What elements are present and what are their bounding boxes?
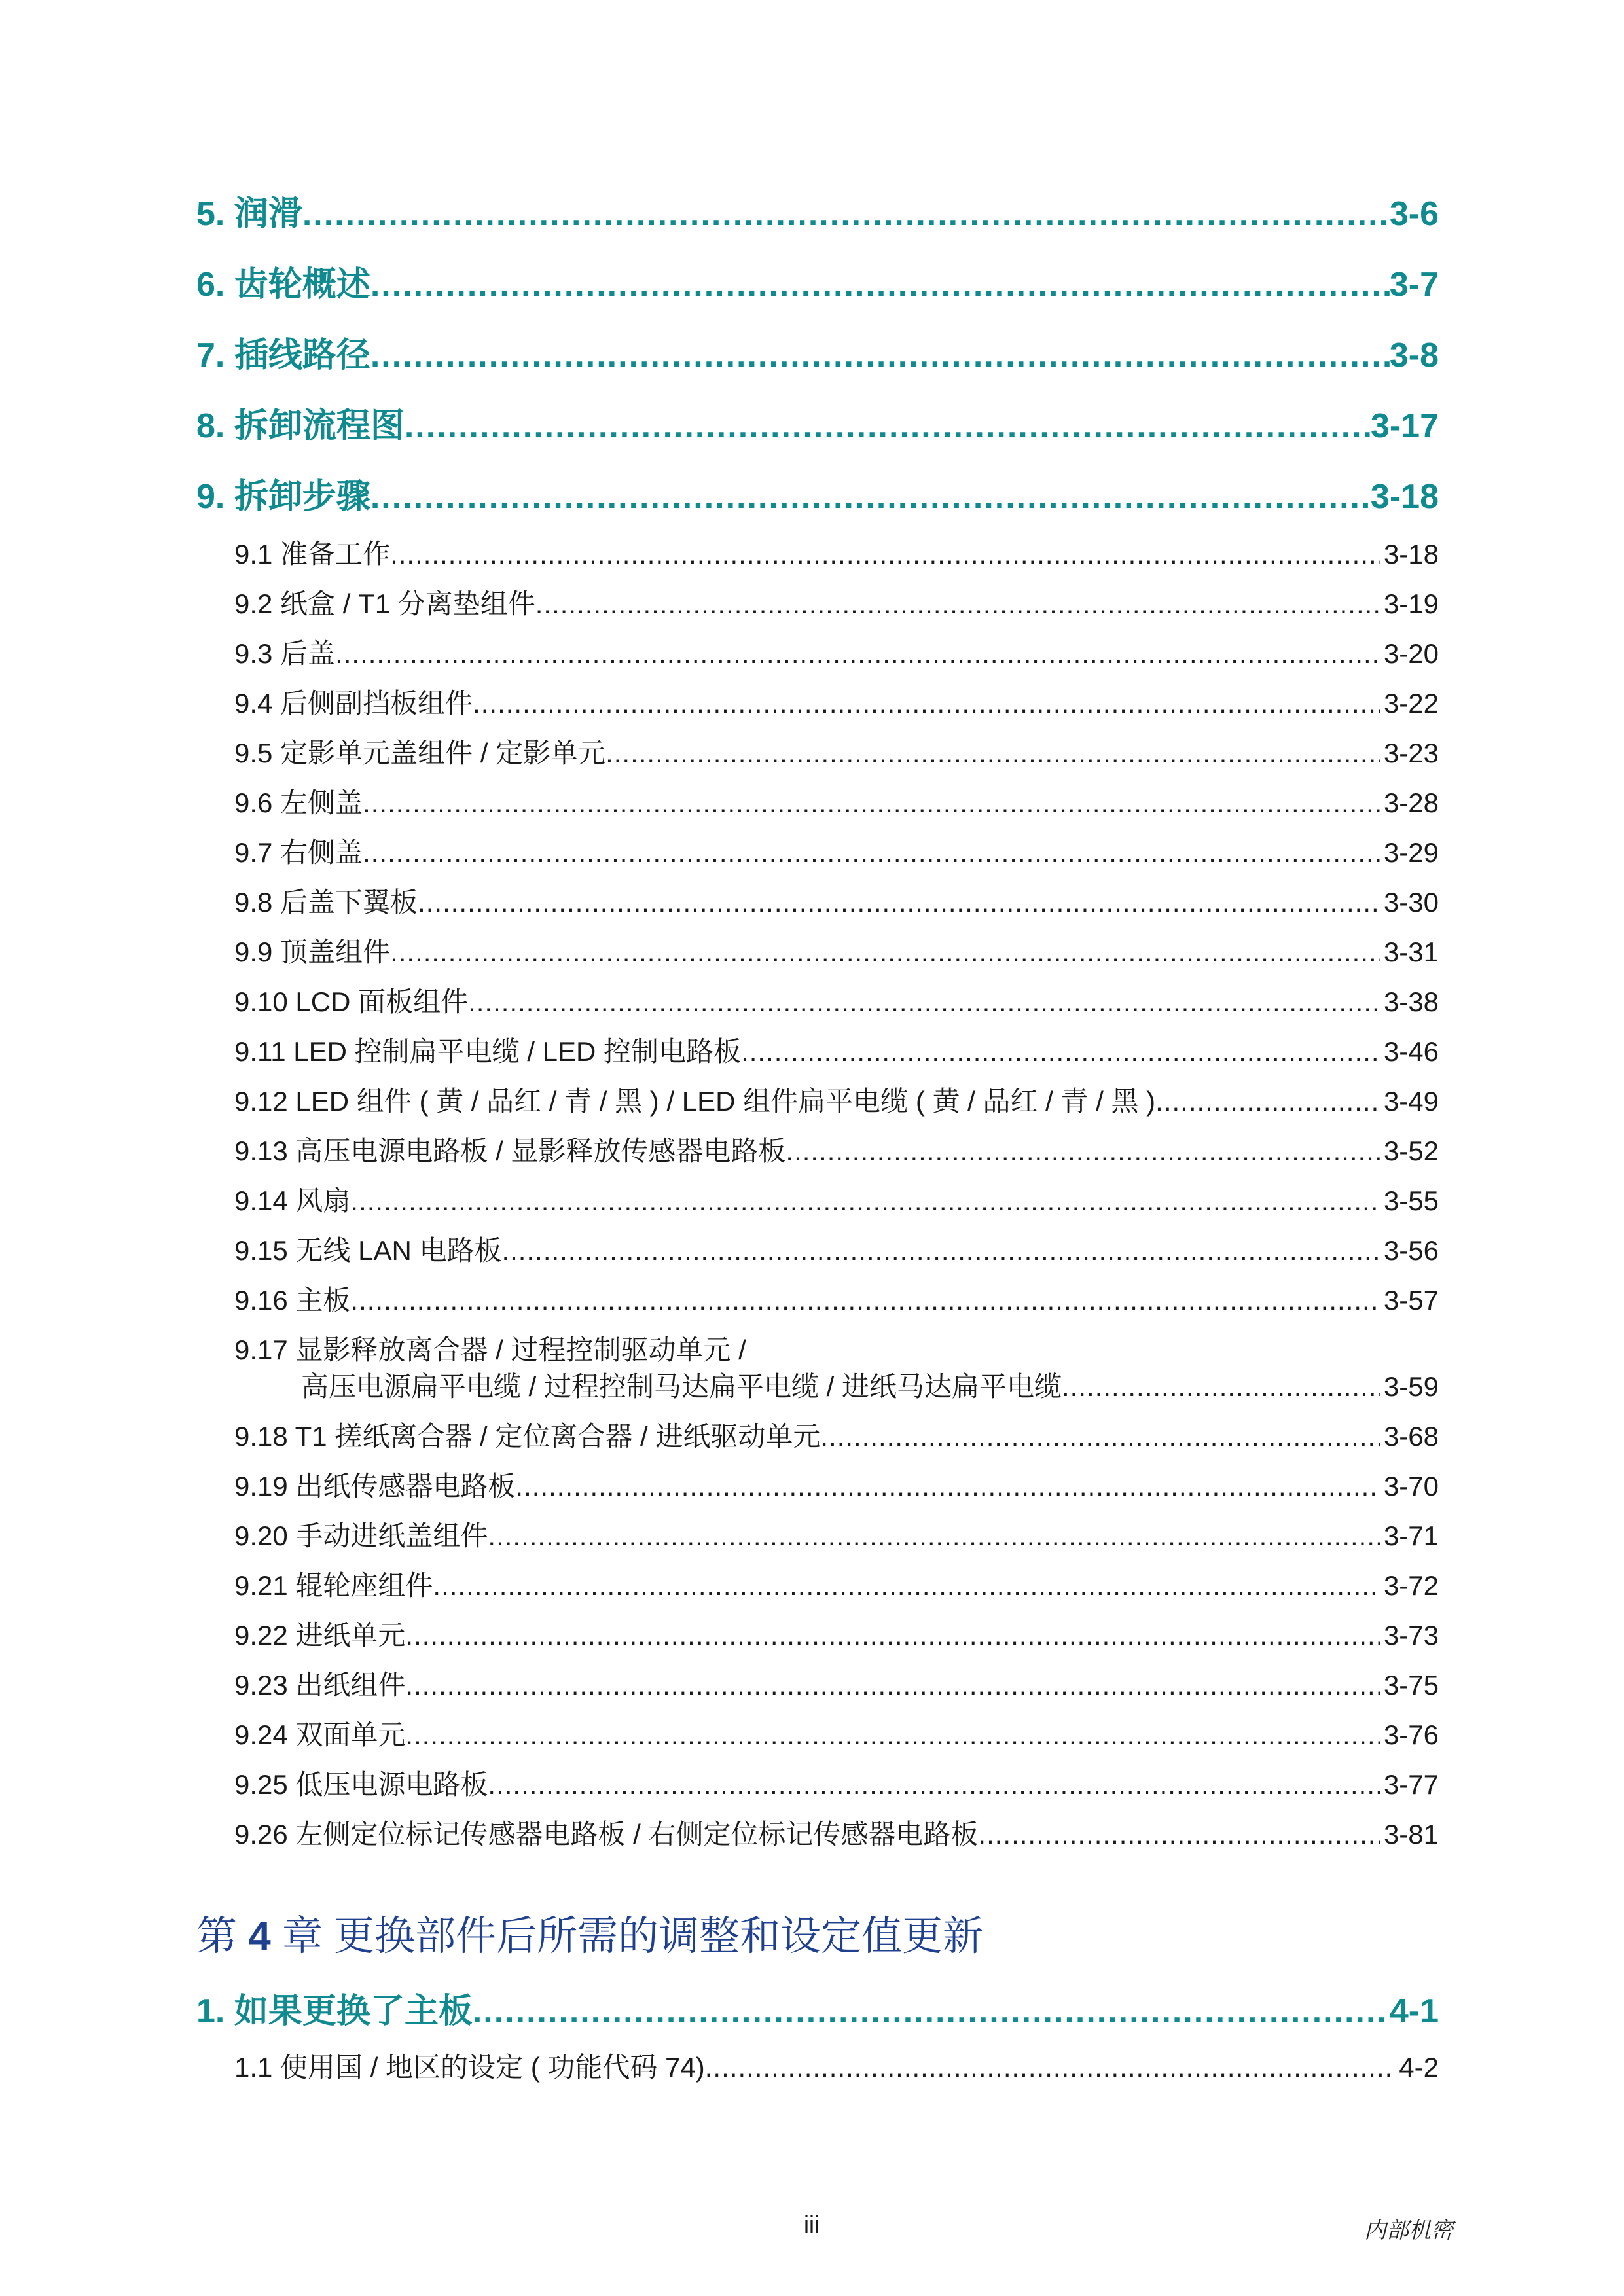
toc-entry-title: 9.16 主板 — [234, 1285, 351, 1316]
toc-entry-title: 9.9 顶盖组件 — [234, 937, 391, 967]
toc-leader-dots — [350, 1285, 1380, 1316]
toc-entry-page: 3-23 — [1383, 738, 1439, 768]
toc-subentry[interactable] — [234, 1713, 1439, 1753]
toc-entry-title: 8. 拆卸流程图 — [196, 407, 405, 445]
toc-entry-page: 3-46 — [1383, 1036, 1439, 1067]
toc-leader-dots — [473, 1992, 1390, 2031]
toc-leader-dots — [405, 1719, 1380, 1751]
toc-entry-page: 3-81 — [1383, 1819, 1439, 1850]
toc-entry-title: 9.20 手动进纸盖组件 — [234, 1520, 488, 1551]
toc-entry-harness-routing[interactable] — [196, 327, 1439, 376]
toc-leader-dots — [1155, 1086, 1380, 1117]
toc-subentry[interactable] — [234, 533, 1439, 572]
toc-entry-title: 9.12 LED 组件 ( 黄 / 品红 / 青 / 黑 ) / LED 组件扁平电缆 ( 黄 / 品红 / 青 / 黑 ) — [234, 1086, 1156, 1117]
chapter-heading — [196, 1903, 983, 1962]
toc-leader-dots — [363, 787, 1380, 819]
toc-subentry[interactable] — [234, 732, 1439, 771]
toc-entry-title: 9.4 后侧副挡板组件 — [234, 688, 473, 719]
toc-leader-dots — [370, 477, 1371, 516]
toc-entry-title: 7. 插线路径 — [196, 336, 370, 374]
toc-leader-dots — [390, 539, 1380, 570]
toc-entry-title: 9.8 后盖下翼板 — [234, 887, 418, 918]
toc-entry-title: 9.18 T1 搓纸离合器 / 定位离合器 / 进纸驱动单元 — [234, 1421, 821, 1452]
toc-subentry[interactable] — [234, 2046, 1439, 2085]
toc-entry-page: 3-29 — [1383, 837, 1439, 868]
toc-entry-title: 6. 齿轮概述 — [196, 266, 370, 304]
toc-subentry-multiline-second[interactable] — [301, 1365, 1439, 1405]
toc-entry-disassembly-steps[interactable] — [196, 469, 1439, 518]
toc-entry-title: 9.22 进纸单元 — [234, 1620, 406, 1651]
toc-leader-dots — [350, 1185, 1380, 1217]
toc-entry-page: 3-56 — [1383, 1235, 1439, 1266]
toc-subentry[interactable] — [234, 881, 1439, 920]
toc-subentry[interactable] — [234, 632, 1439, 672]
toc-entry-title: 9.1 准备工作 — [234, 539, 391, 569]
toc-subentry[interactable] — [234, 1415, 1439, 1454]
toc-entry-title: 9.23 出纸组件 — [234, 1670, 406, 1700]
toc-entry-page: 3-71 — [1383, 1520, 1439, 1551]
toc-leader-dots — [370, 265, 1390, 304]
toc-entry-page: 3-17 — [1370, 407, 1439, 445]
toc-entry-title: 9.15 无线 LAN 电路板 — [234, 1235, 502, 1266]
toc-entry-title: 9.14 风扇 — [234, 1185, 351, 1216]
toc-entry-main-board[interactable] — [196, 1983, 1439, 2032]
toc-entry-title: 5. 润滑 — [196, 195, 302, 233]
toc-entry-title: 1. 如果更换了主板 — [196, 1992, 473, 2030]
toc-leader-dots — [535, 588, 1380, 620]
toc-entry-page: 3-20 — [1383, 638, 1439, 669]
toc-subentry[interactable] — [234, 682, 1439, 721]
toc-subentry[interactable] — [234, 583, 1439, 622]
toc-entry-title: 9.19 出纸传感器电路板 — [234, 1471, 516, 1501]
toc-leader-dots — [405, 406, 1371, 446]
toc-subentry-multiline-first[interactable]: 9.17 显影释放离合器 / 过程控制驱动单元 / — [234, 1335, 746, 1365]
toc-entry-page: 3-49 — [1383, 1086, 1439, 1117]
toc-leader-dots — [605, 738, 1380, 769]
toc-subentry[interactable] — [234, 1664, 1439, 1703]
toc-leader-dots — [433, 1570, 1380, 1602]
toc-entry-page: 3-59 — [1383, 1371, 1439, 1402]
toc-entry-page: 3-22 — [1383, 688, 1439, 719]
toc-leader-dots — [741, 1036, 1380, 1067]
toc-leader-dots — [390, 937, 1380, 968]
toc-subentry[interactable] — [234, 1614, 1439, 1653]
toc-leader-dots — [405, 1620, 1380, 1651]
toc-entry-page: 3-30 — [1383, 887, 1439, 918]
toc-entry-title: 9.10 LCD 面板组件 — [234, 986, 469, 1017]
toc-entry-gears[interactable] — [196, 257, 1439, 306]
toc-leader-dots — [488, 1769, 1380, 1801]
toc-entry-page: 3-18 — [1370, 478, 1439, 516]
toc-subentry[interactable] — [234, 1229, 1439, 1268]
toc-leader-dots — [501, 1235, 1379, 1266]
toc-entry-page: 3-52 — [1383, 1136, 1439, 1166]
toc-entry-page: 3-28 — [1383, 787, 1439, 818]
toc-entry-page: 3-57 — [1383, 1285, 1439, 1316]
toc-leader-dots — [370, 336, 1390, 375]
toc-leader-dots — [1062, 1371, 1380, 1403]
toc-leader-dots — [335, 638, 1380, 670]
toc-entry-page: 4-1 — [1389, 1992, 1439, 2030]
toc-entry-title: 9.25 低压电源电路板 — [234, 1769, 488, 1800]
toc-leader-dots — [363, 837, 1380, 869]
toc-entry-page: 3-7 — [1389, 266, 1439, 304]
toc-subentry[interactable] — [234, 1465, 1439, 1504]
toc-subentry[interactable] — [234, 1763, 1439, 1803]
toc-entry-page: 3-19 — [1383, 588, 1439, 619]
toc-entry-page: 3-8 — [1389, 336, 1439, 374]
toc-entry-page: 3-75 — [1383, 1670, 1439, 1700]
toc-entry-page: 3-77 — [1383, 1769, 1439, 1800]
toc-entry-title: 9.7 右侧盖 — [234, 837, 363, 868]
toc-entry-title: 9.6 左侧盖 — [234, 787, 363, 818]
toc-leader-dots — [515, 1471, 1380, 1502]
toc-subentry[interactable] — [234, 1030, 1439, 1069]
toc-entry-page: 3-55 — [1383, 1185, 1439, 1216]
toc-leader-dots — [302, 194, 1390, 234]
toc-entry-title: 9.26 左侧定位标记传感器电路板 / 右侧定位标记传感器电路板 — [234, 1819, 979, 1850]
chapter-number: 4 — [248, 1914, 271, 1959]
toc-entry-title: 9.21 辊轮座组件 — [234, 1570, 433, 1601]
toc-leader-dots — [705, 2052, 1396, 2083]
toc-entry-page: 3-38 — [1383, 986, 1439, 1017]
toc-subentry[interactable] — [234, 781, 1439, 821]
toc-leader-dots — [488, 1520, 1380, 1552]
toc-entry-title: 9.3 后盖 — [234, 638, 336, 669]
toc-entry-page: 3-6 — [1389, 195, 1439, 233]
chapter-prefix: 第 — [196, 1914, 249, 1959]
toc-entry-page: 3-76 — [1383, 1719, 1439, 1750]
toc-subentry[interactable] — [234, 1813, 1439, 1852]
toc-subentry[interactable] — [234, 1564, 1439, 1604]
toc-entry-page: 3-73 — [1383, 1620, 1439, 1651]
toc-leader-dots — [418, 887, 1380, 918]
toc-subentry[interactable] — [234, 931, 1439, 970]
toc-entry-title: 9.24 双面单元 — [234, 1719, 406, 1750]
toc-subentry[interactable] — [234, 831, 1439, 870]
toc-entry-disassembly-flow[interactable] — [196, 398, 1439, 447]
toc-leader-dots — [405, 1670, 1380, 1701]
toc-leader-dots — [978, 1819, 1380, 1850]
toc-entry-title: 9.2 纸盒 / T1 分离垫组件 — [234, 588, 535, 619]
toc-entry-title: 9. 拆卸步骤 — [196, 478, 370, 516]
toc-entry-title: 1.1 使用国 / 地区的设定 ( 功能代码 74) — [234, 2052, 705, 2083]
toc-entry-page: 3-31 — [1383, 937, 1439, 967]
toc-subentry[interactable] — [234, 1515, 1439, 1554]
toc-subentry[interactable] — [234, 1279, 1439, 1318]
toc-subentry[interactable] — [234, 1130, 1439, 1169]
toc-subentry[interactable] — [234, 980, 1439, 1020]
footer-page-number: iii — [804, 2211, 820, 2238]
toc-leader-dots — [785, 1136, 1380, 1167]
toc-leader-dots — [473, 688, 1380, 719]
toc-entry-page: 3-72 — [1383, 1570, 1439, 1601]
toc-entry-title: 高压电源扁平电缆 / 过程控制马达扁平电缆 / 进纸马达扁平电缆 — [301, 1371, 1062, 1402]
toc-leader-dots — [468, 986, 1380, 1018]
toc-leader-dots — [820, 1421, 1380, 1452]
toc-entry-title: 9.13 高压电源电路板 / 显影释放传感器电路板 — [234, 1136, 786, 1166]
toc-subentry[interactable] — [234, 1179, 1439, 1219]
toc-entry-lubrication[interactable] — [196, 186, 1439, 235]
chapter-title: 章 更换部件后所需的调整和设定值更新 — [270, 1914, 984, 1959]
toc-entry-page: 3-70 — [1383, 1471, 1439, 1501]
toc-entry-page: 3-68 — [1383, 1421, 1439, 1452]
toc-subentry[interactable] — [234, 1080, 1439, 1119]
toc-entry-title: 9.5 定影单元盖组件 / 定影单元 — [234, 738, 606, 768]
toc-entry-title: 9.11 LED 控制扁平电缆 / LED 控制电路板 — [234, 1036, 742, 1067]
toc-entry-page: 4-2 — [1399, 2052, 1439, 2083]
footer-confidential-label: 内部机密 — [1364, 2219, 1453, 2243]
toc-entry-page: 3-18 — [1383, 539, 1439, 569]
